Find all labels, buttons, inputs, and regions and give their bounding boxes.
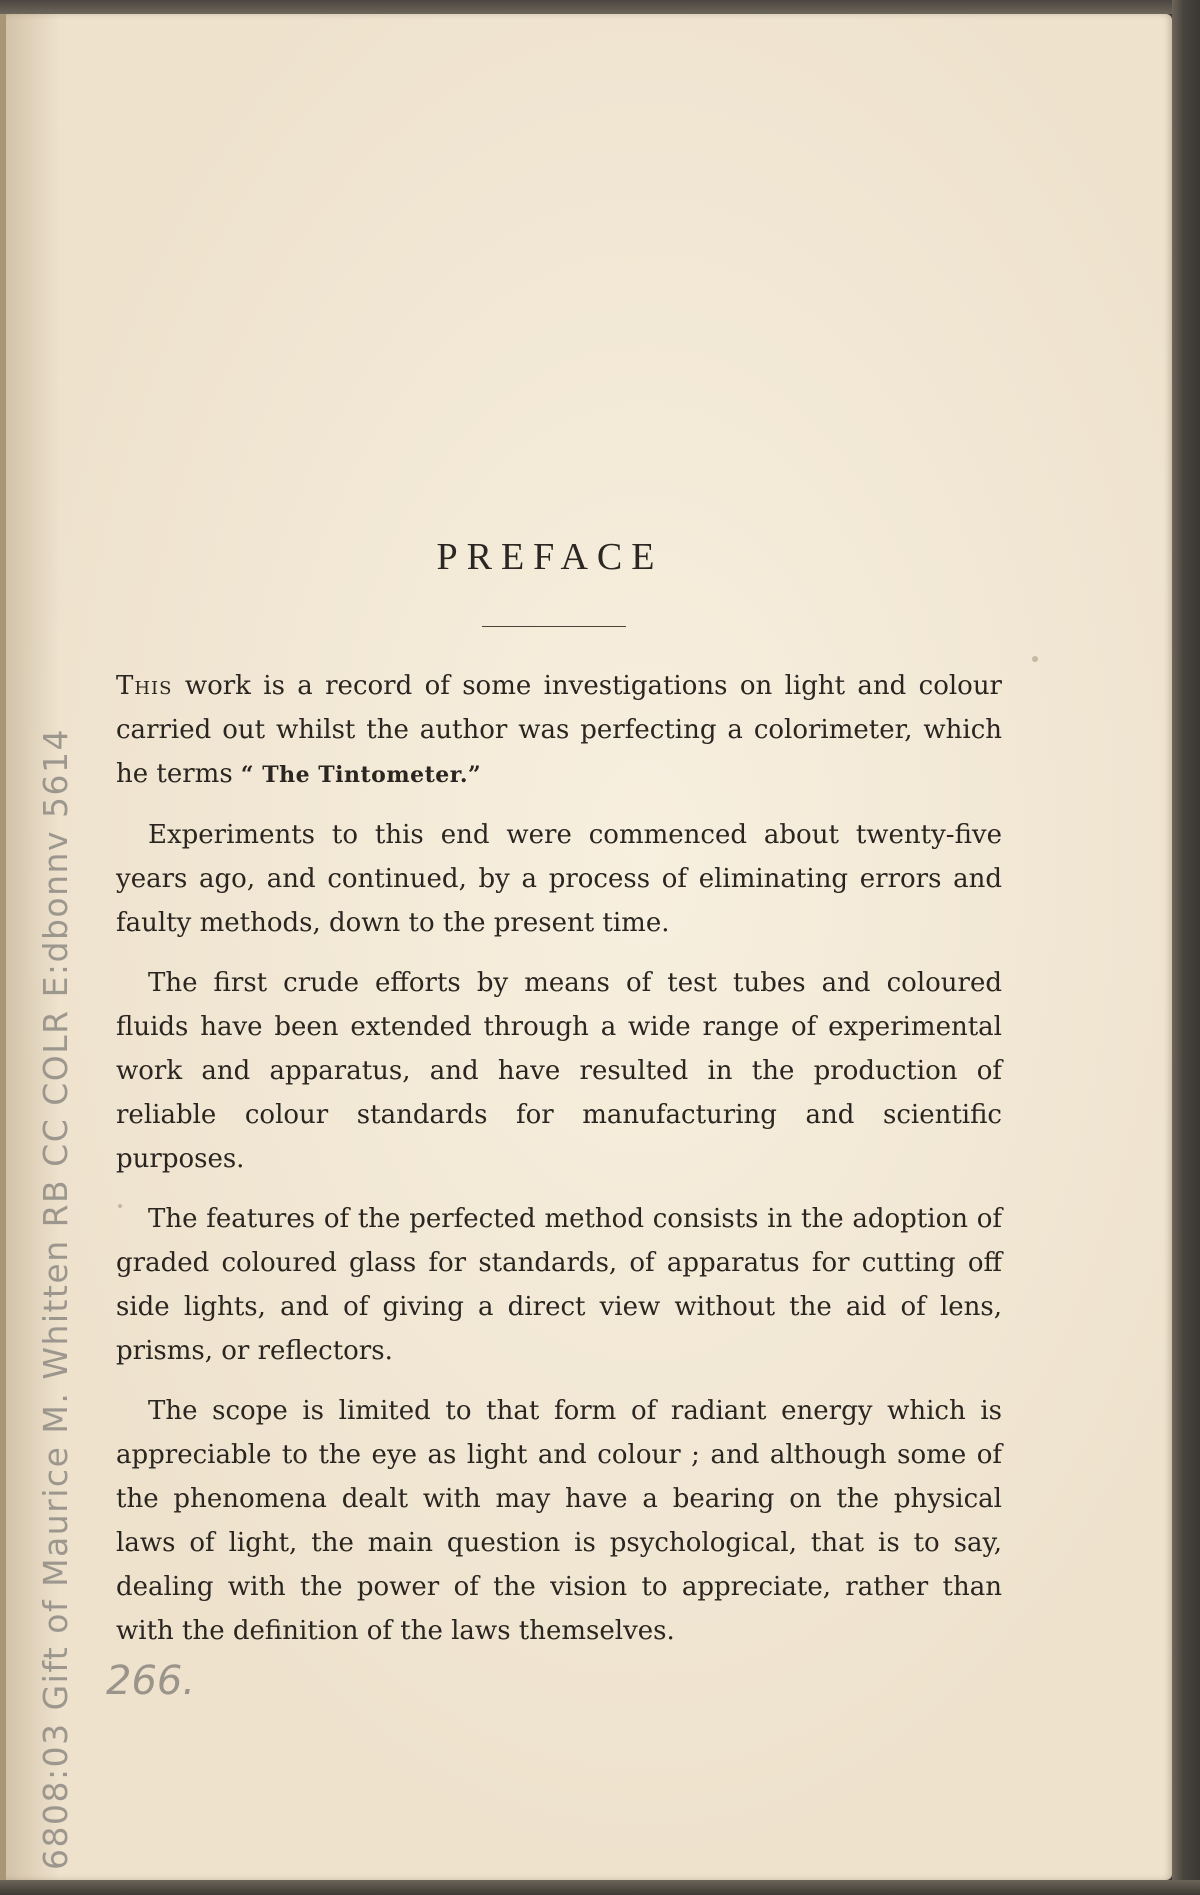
paragraph-4: The features of the perfected method consists in the adoption of graded coloured glass for standards, of apparatus for cutting off side lights, and of giving a direct view without the aid of lens, prisms, or reflectors. — [116, 1204, 1002, 1366]
paragraph-3: The first crude efforts by means of test tubes and coloured fluids have been extended through a wide range of experimental work and apparatus, and have resulted in the production of reliable colour standards for manufacturing and scientific purposes. — [116, 968, 1002, 1174]
gutter-edge — [0, 14, 6, 1880]
paper-fleck — [1032, 656, 1038, 662]
paragraph-5: The scope is limited to that form of radiant energy which is appreciable to the eye as light and colour ; and although some of the phenomena dealt with may have a bearing on the physical laws of light, the main question is psychological, that is to say, dealing with the power of the vision to appreciate, rather than with the definition of the laws themselves. — [116, 1396, 1002, 1646]
preface-body — [116, 664, 1002, 1669]
page-title: PREFACE — [436, 536, 664, 578]
bottom-binding-edge — [0, 1880, 1200, 1895]
paragraph-1 — [116, 664, 1002, 797]
tintometer-term: “ The Tintometer.” — [240, 762, 482, 788]
paragraph-1-lead: This — [116, 671, 173, 701]
paragraph-1-text: work is a record of some investigations on light and colour carried out whilst the author was perfecting a colorimeter, which he terms — [116, 671, 1002, 789]
top-binding-edge — [0, 0, 1200, 14]
paragraph-2: Experiments to this end were commenced about twenty-five years ago, and continued, by a process of eliminating errors and faulty methods, down to the present time. — [116, 820, 1002, 938]
pencil-margin-annotation: 6808:03 Gift of Maurice M. Whitten RB CC COLR E:dbonnv 5614 — [36, 728, 75, 1870]
right-binding-edge — [1172, 0, 1200, 1895]
handwritten-number: 266. — [106, 1658, 196, 1704]
title-divider — [482, 626, 626, 627]
